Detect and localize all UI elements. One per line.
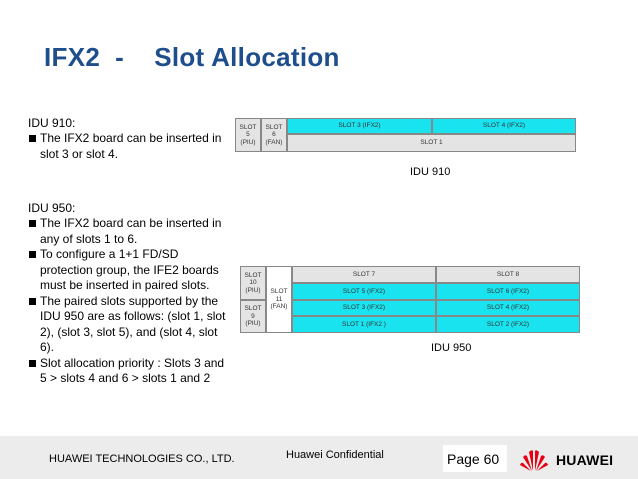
bullet-item: To configure a 1+1 FD/SD protection group, the IFE2 boards must be inserted in paired slots.	[28, 247, 228, 294]
idu910-slot1: SLOT 1	[287, 134, 576, 152]
slide-footer	[0, 436, 638, 479]
idu910-slot3: SLOT 3 (IFX2)	[287, 118, 432, 134]
idu910-bullet-list	[28, 131, 228, 162]
company-name: HUAWEI TECHNOLOGIES CO., LTD.	[49, 453, 235, 465]
bullet-item: Slot allocation priority : Slots 3 and 5 > slots 4 and 6 > slots 1 and 2	[28, 356, 228, 387]
huawei-logo-icon	[520, 448, 548, 472]
idu950-slot6: SLOT 6 (IFX2)	[436, 283, 580, 300]
idu950-slot5: SLOT 5 (IFX2)	[292, 283, 436, 300]
square-bullet-icon	[29, 135, 36, 142]
idu950-slot2: SLOT 2 (IFX2)	[436, 316, 580, 333]
idu950-slot4: SLOT 4 (IFX2)	[436, 300, 580, 316]
idu910-slot5: SLOT 5 (PIU)	[235, 118, 261, 152]
idu950-bullet-list	[28, 216, 228, 387]
bullet-item: The IFX2 board can be inserted in any of slots 1 to 6.	[28, 216, 228, 247]
idu950-slot7: SLOT 7	[292, 266, 436, 283]
idu950-slot3: SLOT 3 (IFX2)	[292, 300, 436, 316]
idu950-slot11: SLOT 11 (FAN)	[266, 266, 292, 333]
square-bullet-icon	[29, 220, 36, 227]
bullet-item: The IFX2 board can be inserted in slot 3 or slot 4.	[28, 131, 228, 162]
square-bullet-icon	[29, 298, 36, 305]
idu910-slot4: SLOT 4 (IFX2)	[432, 118, 576, 134]
slide-title: IFX2 - Slot Allocation	[44, 42, 340, 72]
idu910-diagram-label: IDU 910	[410, 166, 451, 178]
bullet-item: The paired slots supported by the IDU 950 are as follows: (slot 1, slot 2), (slot 3, slot 5), and (slot 4, slot 6).	[28, 294, 228, 356]
square-bullet-icon	[29, 251, 36, 258]
idu950-slot8: SLOT 8	[436, 266, 580, 283]
huawei-logo-text: HUAWEI	[556, 452, 614, 468]
idu950-slot9: SLOT 9 (PIU)	[240, 300, 266, 333]
idu950-slot-diagram	[240, 266, 580, 333]
idu910-slot6: SLOT 6 (FAN)	[261, 118, 287, 152]
idu950-heading: IDU 950:	[28, 201, 76, 215]
idu950-slot1: SLOT 1 (IFX2 )	[292, 316, 436, 333]
idu910-heading: IDU 910:	[28, 116, 76, 130]
idu950-slot10: SLOT 10 (PIU)	[240, 266, 266, 300]
confidential-notice: Huawei Confidential	[286, 449, 384, 461]
page-number: Page 60	[443, 445, 507, 472]
square-bullet-icon	[29, 360, 36, 367]
idu950-diagram-label: IDU 950	[431, 342, 472, 354]
idu910-slot-diagram	[235, 118, 576, 152]
